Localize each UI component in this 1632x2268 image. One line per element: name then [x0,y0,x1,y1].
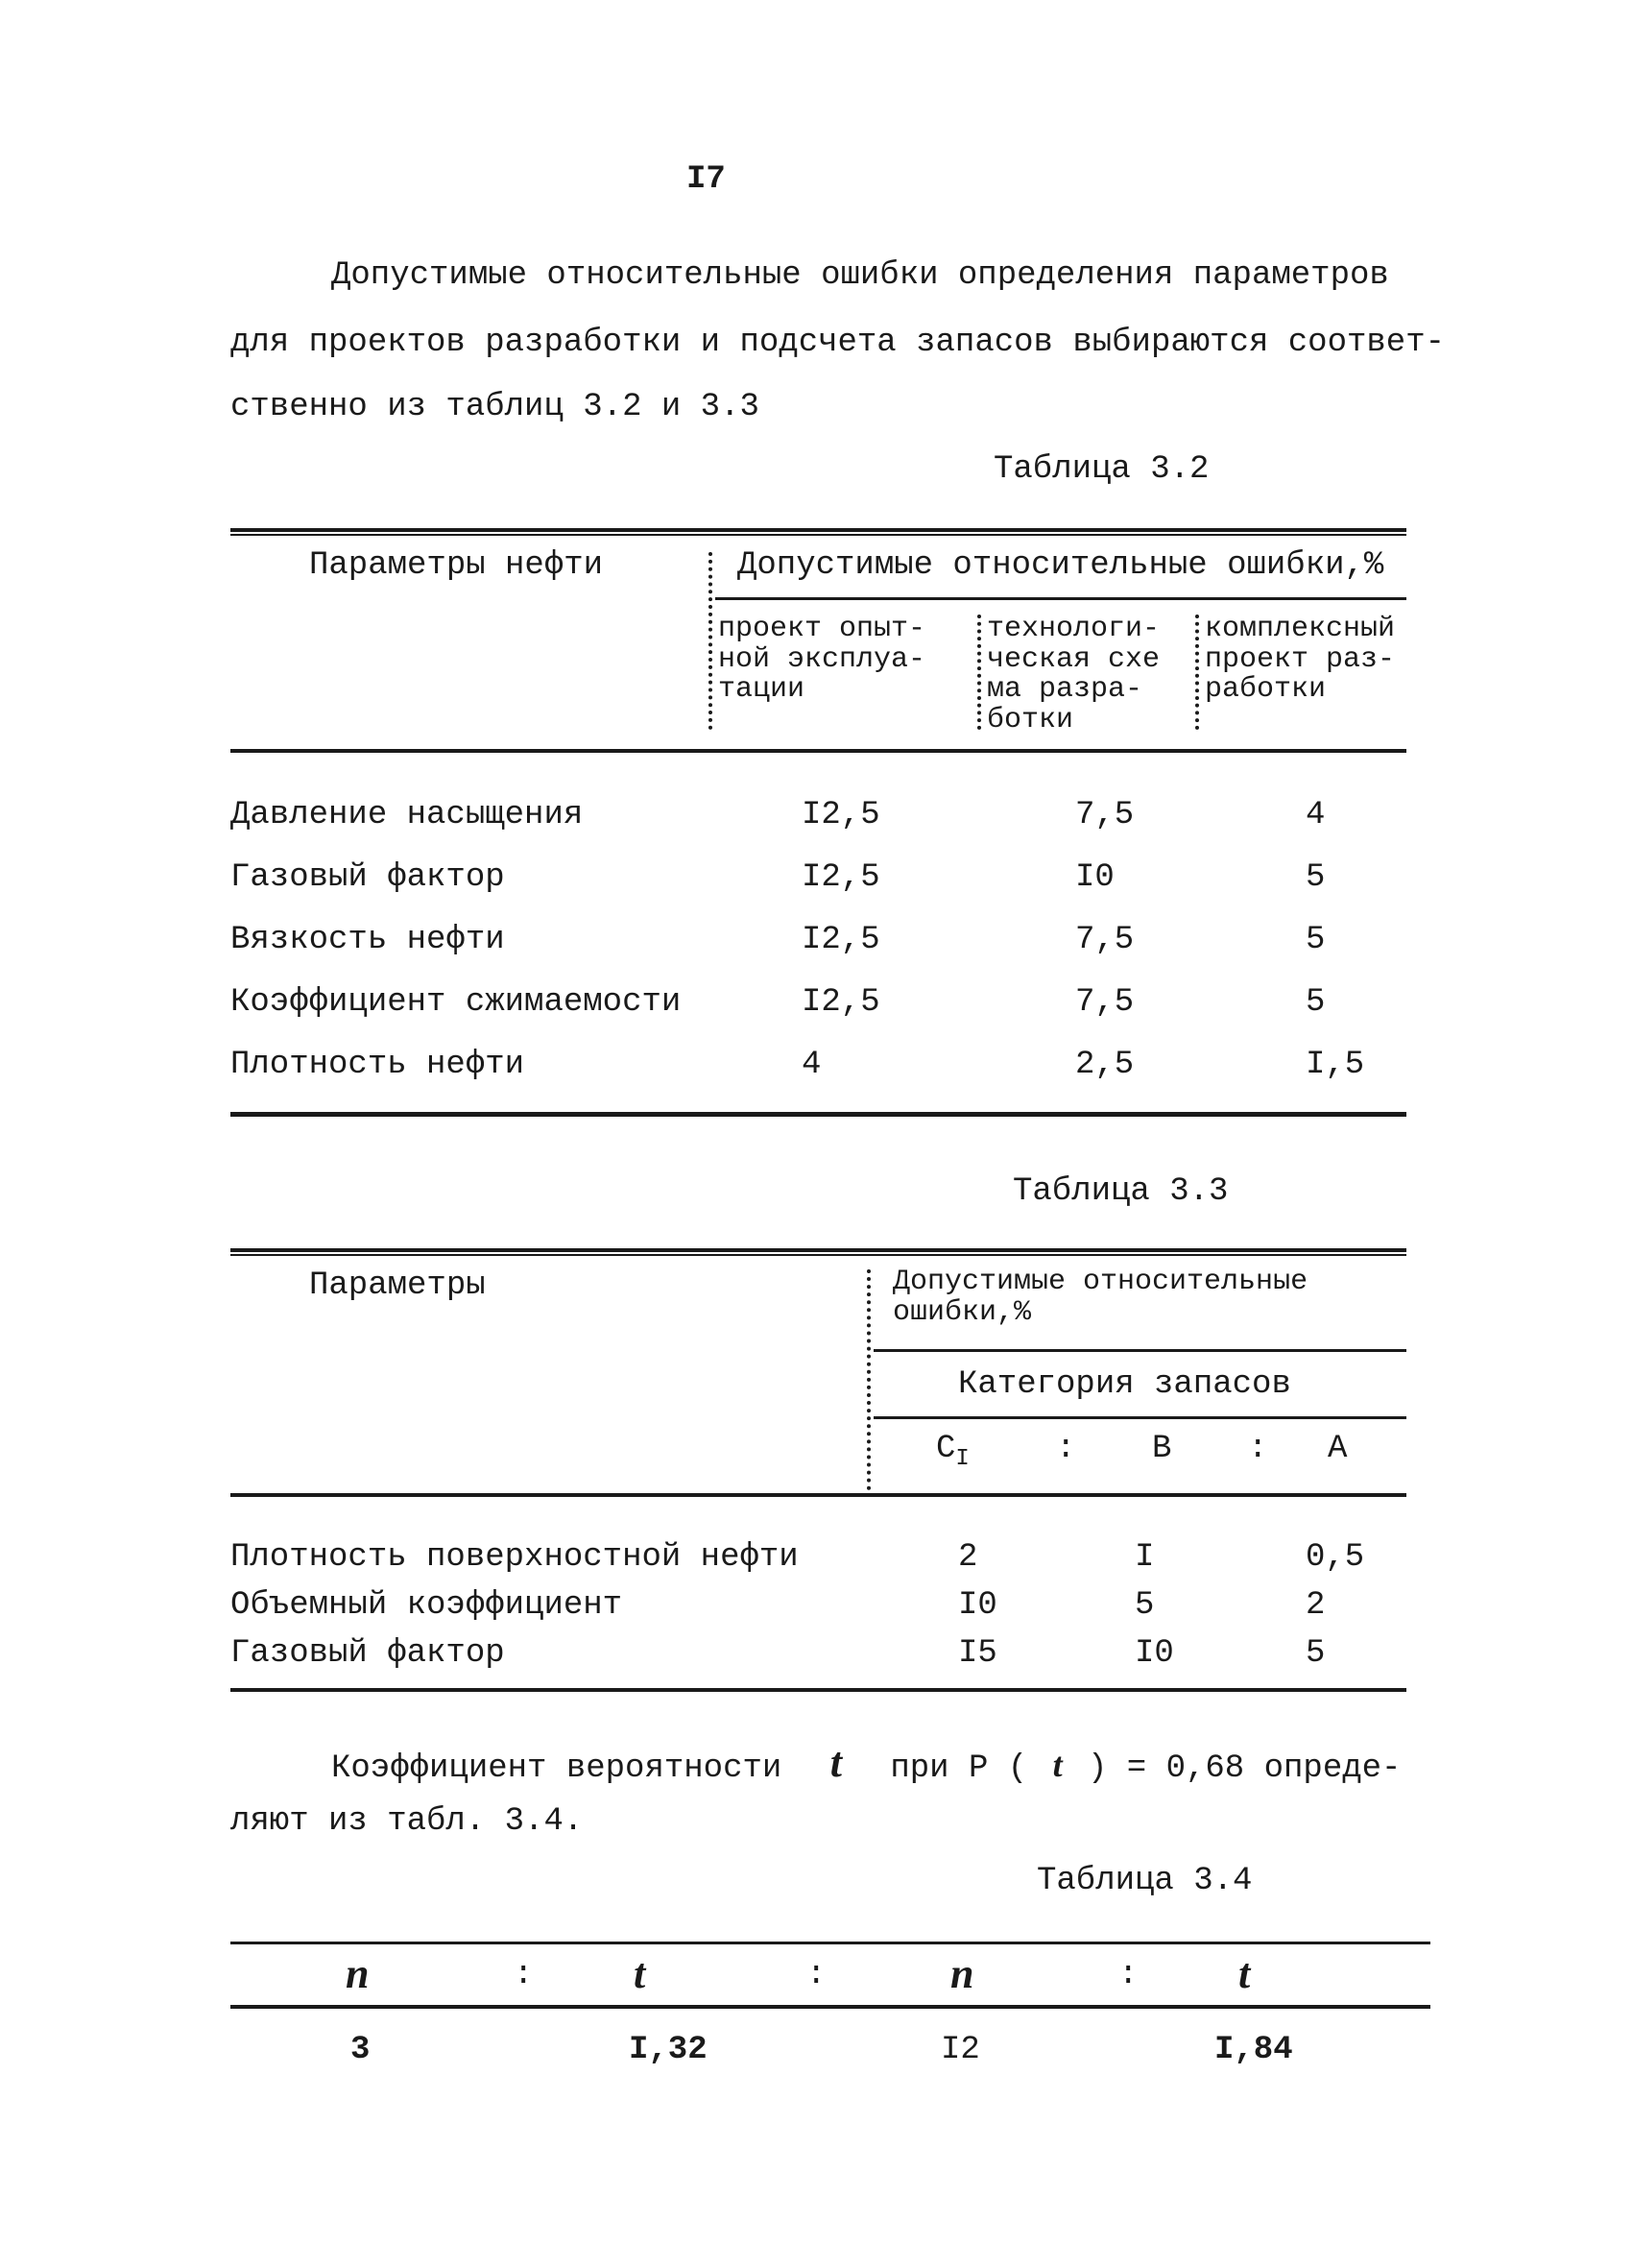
table-3-3-row-1-c1: 2 [958,1539,978,1576]
table-3-2-top-rule [230,528,1406,532]
table-3-3-row-1-a: 0,5 [1306,1539,1365,1576]
table-3-2-row-1-v2: 7,5 [1075,797,1135,833]
table-3-3-row-2-b: 5 [1135,1587,1155,1624]
table-3-4-sep-2: : [806,1957,827,1993]
text2-line-1: Коэффициент вероятности t при P ( t ) = 0,68 опреде- [331,1739,1402,1787]
table-3-3-category-rule [874,1416,1406,1419]
table-3-4-caption: Таблица 3.4 [1037,1863,1253,1899]
table-3-4-top-rule [230,1942,1430,1944]
table-3-2-row-2-name: Газовый фактор [230,859,505,896]
table-3-2-sub-divider-2 [1195,615,1199,730]
table-3-3-group-rule [874,1349,1406,1352]
table-3-3-row-3-c1: I5 [958,1635,997,1672]
table-3-2-row-5-v2: 2,5 [1075,1047,1135,1083]
table-3-3-cat-sep-2: : [1248,1431,1268,1467]
table-3-2-sub-2: технологи- ческая схе ма разра- ботки [987,613,1161,736]
table-3-2-row-5-v3: I,5 [1306,1047,1365,1083]
table-3-2-row-2-v3: 5 [1306,859,1326,896]
table-3-4-cell-n1: 3 [350,2032,371,2068]
table-3-2-row-4-v2: 7,5 [1075,984,1135,1021]
table-3-3-cat-c: $C_I$ [936,1431,970,1472]
table-3-2-row-2-v1: I2,5 [802,859,880,896]
table-3-3-cat-sep-1: : [1056,1431,1076,1467]
table-3-4-sep-3: : [1118,1957,1139,1993]
table-3-3-caption: Таблица 3.3 [1013,1173,1229,1210]
table-3-2-row-2-v2: I0 [1075,859,1115,896]
table-3-4-cell-n2: I2 [941,2032,980,2068]
table-3-2-row-3-name: Вязкость нефти [230,922,505,958]
t-symbol: t [829,1739,842,1786]
table-3-2-row-4-v1: I2,5 [802,984,880,1021]
table-3-2-row-3-v2: 7,5 [1075,922,1135,958]
table-3-3-group-header: Допустимые относительные ошибки,% [893,1266,1308,1329]
table-3-2-row-3-v1: I2,5 [802,922,880,958]
intro-line-3: ственно из таблиц 3.2 и 3.3 [230,389,759,425]
table-3-3-bottom-rule [230,1688,1406,1692]
table-3-4-cell-t1: I,32 [629,2032,708,2068]
table-3-4-header-n2: n [950,1950,974,1997]
table-3-4-sep-1: : [514,1957,534,1993]
table-3-3-divider [867,1269,871,1490]
table-3-3-top-rule [230,1248,1406,1252]
table-3-3-header-rule [230,1493,1406,1497]
table-3-2-group-header: Допустимые относительные ошибки,% [737,547,1384,584]
table-3-2-row-5-name: Плотность нефти [230,1047,525,1083]
table-3-3-row-3-a: 5 [1306,1635,1326,1672]
table-3-4-header-t1: t [634,1950,646,1997]
table-3-3-param-header: Параметры [309,1267,486,1304]
page-number: I7 [686,161,726,198]
text2-line-2: ляют из табл. 3.4. [230,1803,584,1840]
intro-line-1: Допустимые относительные ошибки определения параметров [331,257,1389,294]
table-3-3-cat-b: B [1152,1431,1172,1467]
table-3-2-param-header: Параметры нефти [309,547,604,584]
table-3-2-row-4-name: Коэффициент сжимаемости [230,984,682,1021]
table-3-3-cat-a: A [1328,1431,1348,1467]
table-3-3-row-2-c1: I0 [958,1587,997,1624]
table-3-3-row-1-name: Плотность поверхностной нефти [230,1539,799,1576]
table-3-3-row-3-name: Газовый фактор [230,1635,505,1672]
table-3-4-cell-t2: I,84 [1214,2032,1293,2068]
table-3-2-group-rule [715,597,1406,600]
intro-line-2: для проектов разработки и подсчета запасов выбираются соответ- [230,325,1446,361]
table-3-2-sub-3: комплексный проект раз- работки [1205,613,1396,706]
table-3-4-header-n1: n [346,1950,370,1997]
table-3-3-category-header: Категория запасов [958,1366,1291,1403]
table-3-2-row-5-v1: 4 [802,1047,822,1083]
table-3-2-top-rule-thin [230,534,1406,536]
table-3-2-sub-1: проект опыт- ной эксплуа- тации [718,613,926,706]
table-3-3-row-1-b: I [1135,1539,1155,1576]
table-3-2-bottom-rule [230,1112,1406,1117]
table-3-2-row-3-v3: 5 [1306,922,1326,958]
table-3-3-row-2-a: 2 [1306,1587,1326,1624]
table-3-4-header-rule [230,2005,1430,2009]
table-3-3-row-2-name: Объемный коэффициент [230,1587,623,1624]
table-3-2-caption: Таблица 3.2 [994,451,1210,488]
table-3-2-sub-divider-1 [977,615,981,730]
table-3-3-row-3-b: I0 [1135,1635,1174,1672]
table-3-2-row-1-name: Давление насыщения [230,797,584,833]
table-3-2-row-1-v3: 4 [1306,797,1326,833]
table-3-2-divider [708,552,712,730]
table-3-2-row-4-v3: 5 [1306,984,1326,1021]
table-3-2-header-rule [230,749,1406,753]
table-3-4-header-t2: t [1238,1950,1251,1997]
table-3-3-top-rule-thin [230,1254,1406,1256]
table-3-2-row-1-v1: I2,5 [802,797,880,833]
